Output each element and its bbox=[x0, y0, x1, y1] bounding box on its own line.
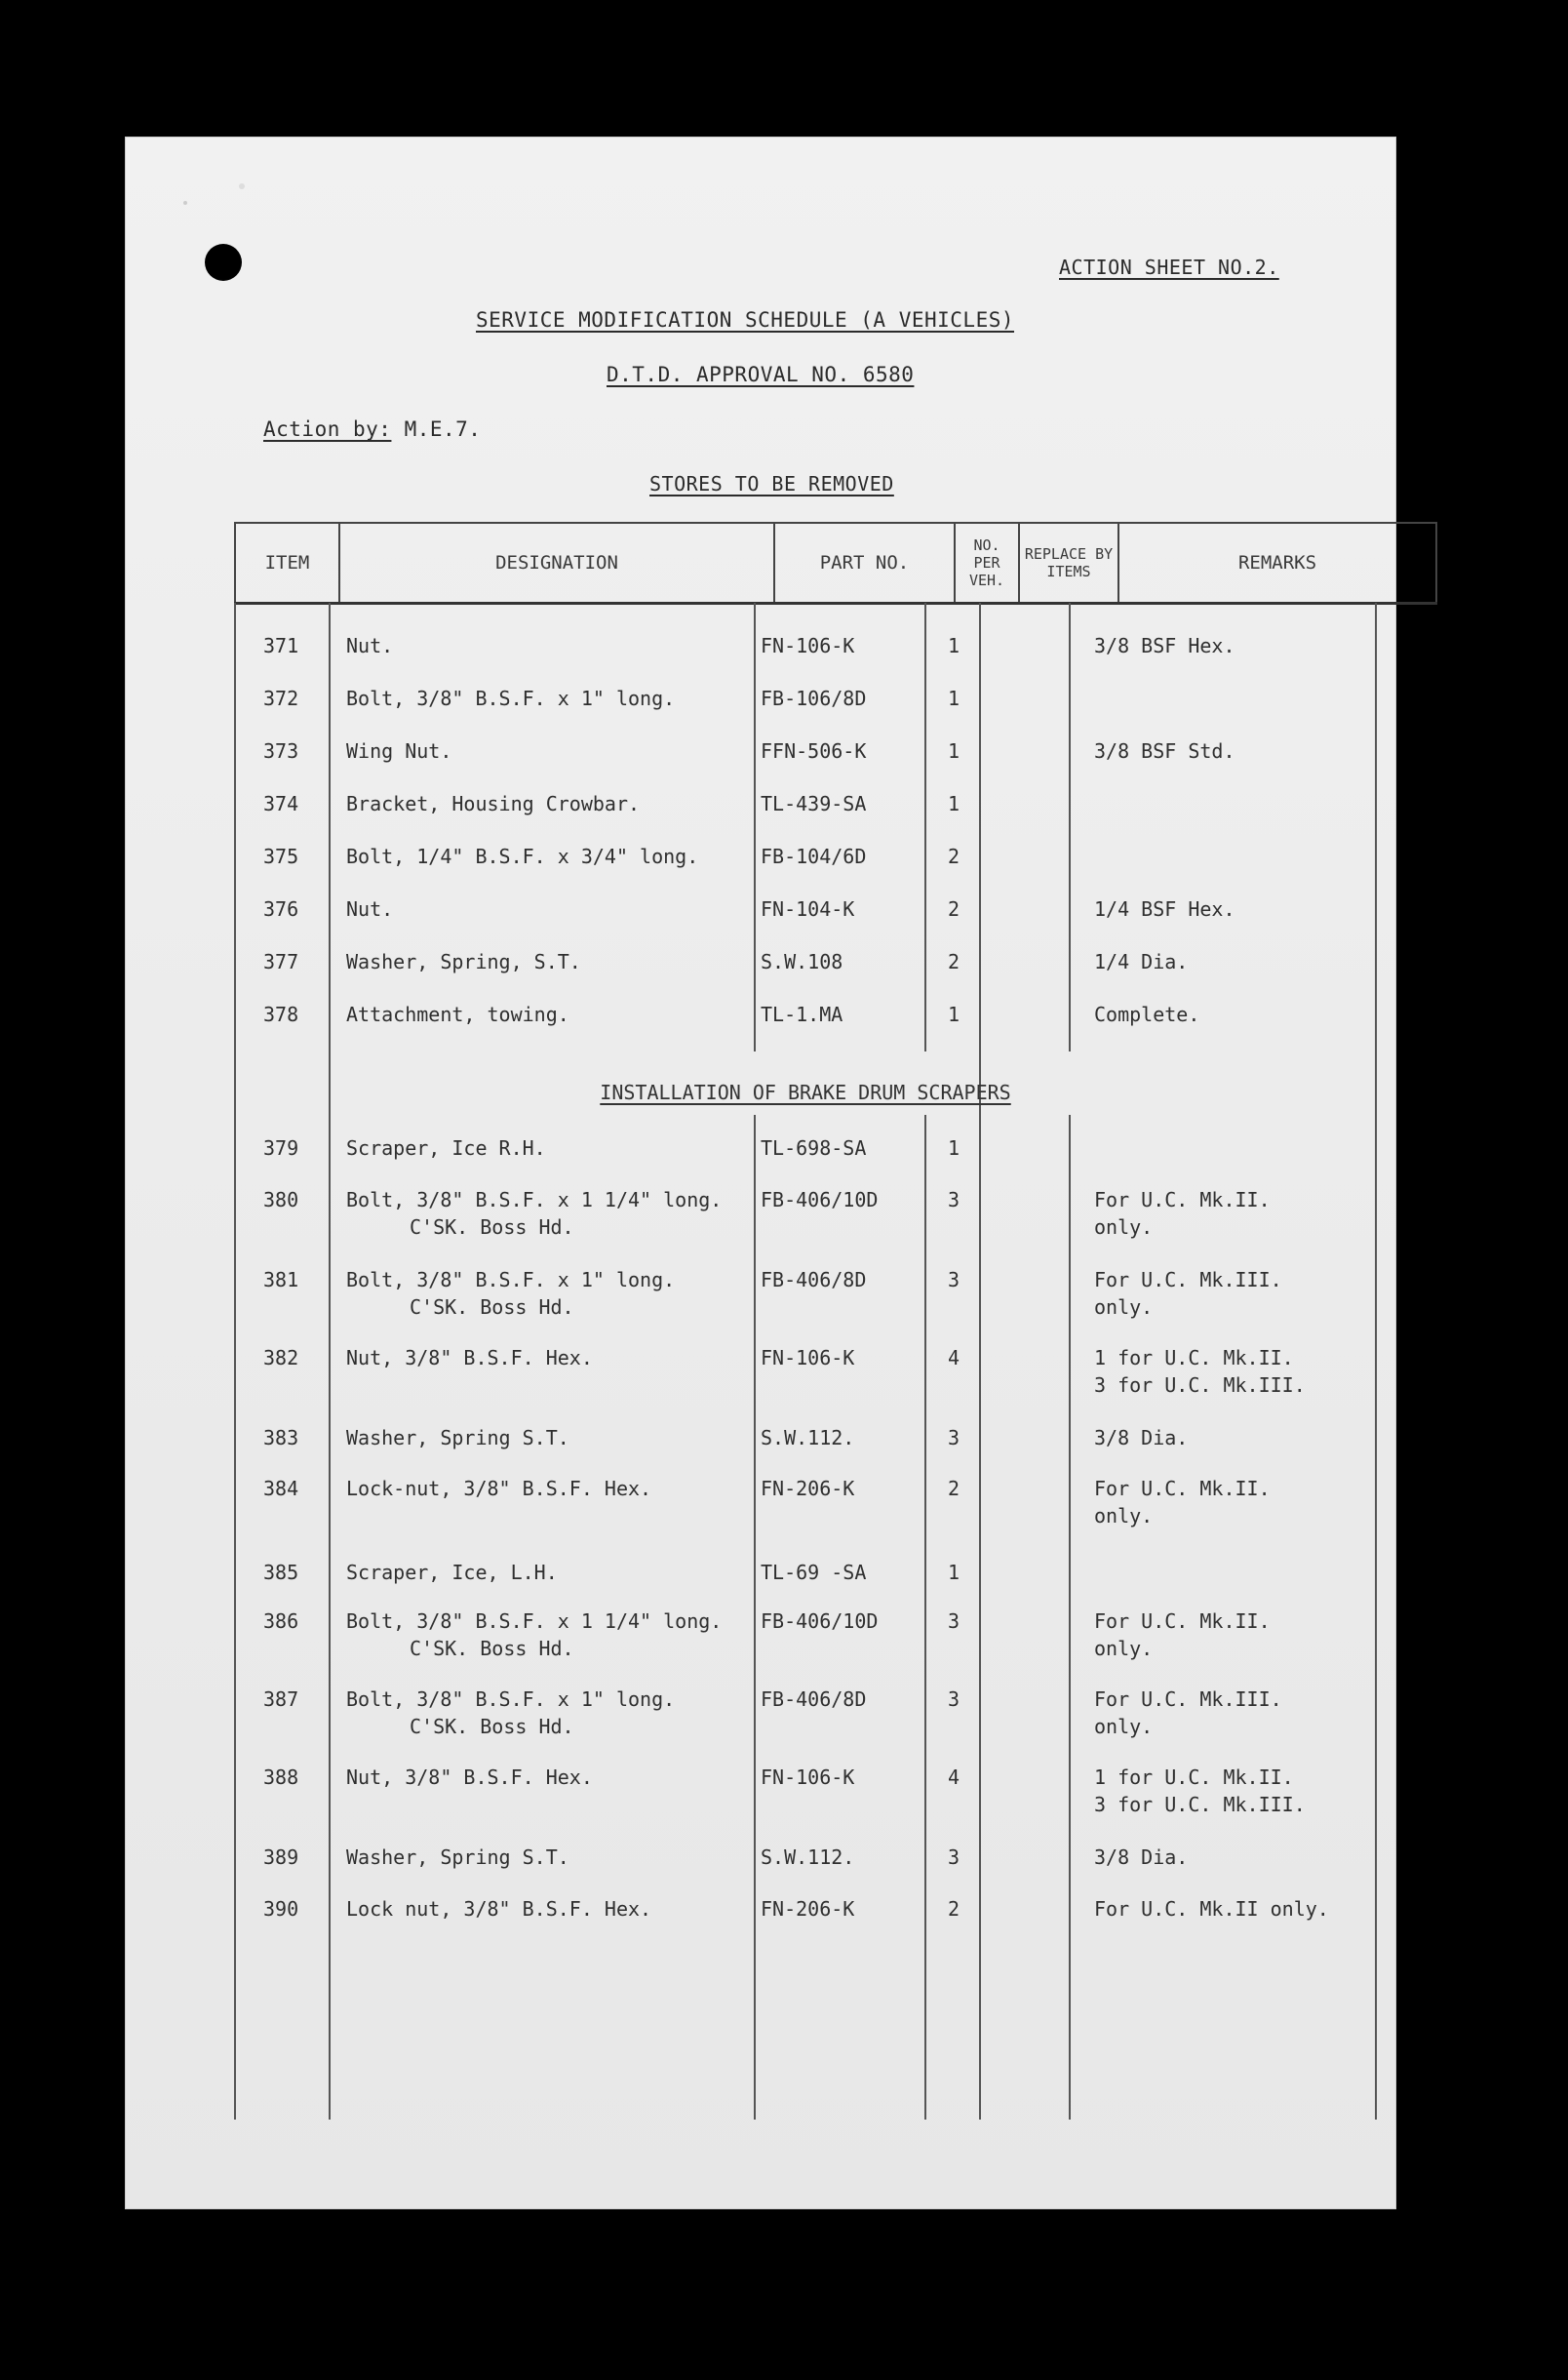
item-cell: 385 bbox=[263, 1561, 299, 1584]
remarks-cell: For U.C. Mk.II only. bbox=[1094, 1897, 1329, 1921]
col-remarks: REMARKS bbox=[1118, 523, 1436, 604]
part-no-cell: FN-206-K bbox=[761, 1477, 855, 1500]
table-row bbox=[234, 1895, 1377, 1954]
remarks-cell-line2: 3 for U.C. Mk.III. bbox=[1094, 1793, 1306, 1816]
quantity-cell: 1 bbox=[948, 792, 960, 815]
remarks-cell: 1 for U.C. Mk.II. bbox=[1094, 1765, 1294, 1789]
item-cell: 380 bbox=[263, 1188, 299, 1211]
designation-cell: Bolt, 3/8" B.S.F. x 1 1/4" long. bbox=[346, 1188, 723, 1211]
part-no-cell: FB-106/8D bbox=[761, 687, 867, 710]
table-row bbox=[234, 1844, 1377, 1902]
table-row bbox=[234, 1001, 1377, 1059]
designation-cell: Lock nut, 3/8" B.S.F. Hex. bbox=[346, 1897, 652, 1921]
remarks-cell: 3/8 Dia. bbox=[1094, 1845, 1189, 1869]
stores-table bbox=[234, 522, 1437, 605]
action-by-label: Action by: bbox=[263, 417, 392, 441]
col-no-per-veh: NO. PER VEH. bbox=[955, 523, 1019, 604]
remarks-cell: For U.C. Mk.III. bbox=[1094, 1687, 1282, 1711]
designation-cell: Bolt, 3/8" B.S.F. x 1" long. bbox=[346, 687, 676, 710]
quantity-cell: 1 bbox=[948, 1003, 960, 1026]
table-row bbox=[234, 1344, 1377, 1403]
item-cell: 390 bbox=[263, 1897, 299, 1921]
part-no-cell: TL-698-SA bbox=[761, 1136, 867, 1160]
quantity-cell: 1 bbox=[948, 739, 960, 763]
item-cell: 371 bbox=[263, 634, 299, 657]
table-body bbox=[234, 603, 1377, 2120]
remarks-cell: 1/4 Dia. bbox=[1094, 950, 1189, 973]
quantity-cell: 2 bbox=[948, 897, 960, 921]
action-by bbox=[263, 417, 481, 441]
designation-cell: Wing Nut. bbox=[346, 739, 452, 763]
part-no-cell: FN-106-K bbox=[761, 1765, 855, 1789]
approval-number: D.T.D. APPROVAL NO. 6580 bbox=[607, 363, 915, 386]
item-cell: 381 bbox=[263, 1268, 299, 1291]
designation-cell: Bolt, 3/8" B.S.F. x 1" long. bbox=[346, 1687, 676, 1711]
part-no-cell: FB-406/10D bbox=[761, 1188, 879, 1211]
section-title: STORES TO BE REMOVED bbox=[649, 472, 894, 496]
remarks-cell: For U.C. Mk.III. bbox=[1094, 1268, 1282, 1291]
designation-cell: Bracket, Housing Crowbar. bbox=[346, 792, 641, 815]
quantity-cell: 1 bbox=[948, 687, 960, 710]
table-row bbox=[234, 737, 1377, 796]
table-row bbox=[234, 1134, 1377, 1193]
item-cell: 387 bbox=[263, 1687, 299, 1711]
part-no-cell: FFN-506-K bbox=[761, 739, 867, 763]
quantity-cell: 3 bbox=[948, 1687, 960, 1711]
designation-cell-line2: C'SK. Boss Hd. bbox=[410, 1215, 574, 1239]
quantity-cell: 1 bbox=[948, 634, 960, 657]
table-row bbox=[234, 948, 1377, 1007]
table-row bbox=[234, 685, 1377, 743]
quantity-cell: 2 bbox=[948, 1477, 960, 1500]
quantity-cell: 1 bbox=[948, 1561, 960, 1584]
part-no-cell: FB-104/6D bbox=[761, 845, 867, 868]
table-row bbox=[234, 790, 1377, 849]
remarks-cell-line2: only. bbox=[1094, 1215, 1154, 1239]
part-no-cell: FN-104-K bbox=[761, 897, 855, 921]
designation-cell: Washer, Spring S.T. bbox=[346, 1426, 569, 1449]
speck bbox=[239, 183, 245, 189]
table-row bbox=[234, 895, 1377, 954]
quantity-cell: 2 bbox=[948, 1897, 960, 1921]
table-row bbox=[234, 1764, 1377, 1822]
part-no-cell: S.W.112. bbox=[761, 1845, 855, 1869]
table-row bbox=[234, 1186, 1377, 1245]
quantity-cell: 3 bbox=[948, 1268, 960, 1291]
designation-cell: Nut, 3/8" B.S.F. Hex. bbox=[346, 1346, 593, 1369]
quantity-cell: 4 bbox=[948, 1765, 960, 1789]
action-by-value: M.E.7. bbox=[404, 417, 482, 441]
col-item: ITEM bbox=[235, 523, 339, 604]
item-cell: 379 bbox=[263, 1136, 299, 1160]
designation-cell: Scraper, Ice, L.H. bbox=[346, 1561, 558, 1584]
part-no-cell: TL-69 -SA bbox=[761, 1561, 867, 1584]
designation-cell: Nut. bbox=[346, 897, 394, 921]
remarks-cell-line2: only. bbox=[1094, 1295, 1154, 1319]
remarks-cell-line2: only. bbox=[1094, 1715, 1154, 1738]
item-cell: 372 bbox=[263, 687, 299, 710]
table-row bbox=[234, 1266, 1377, 1325]
remarks-cell: Complete. bbox=[1094, 1003, 1200, 1026]
item-cell: 382 bbox=[263, 1346, 299, 1369]
quantity-cell: 3 bbox=[948, 1609, 960, 1633]
designation-cell: Washer, Spring S.T. bbox=[346, 1845, 569, 1869]
designation-cell: Nut, 3/8" B.S.F. Hex. bbox=[346, 1765, 593, 1789]
remarks-cell: For U.C. Mk.II. bbox=[1094, 1188, 1271, 1211]
designation-cell-line2: C'SK. Boss Hd. bbox=[410, 1715, 574, 1738]
item-cell: 378 bbox=[263, 1003, 299, 1026]
designation-cell: Bolt, 3/8" B.S.F. x 1" long. bbox=[346, 1268, 676, 1291]
part-no-cell: TL-439-SA bbox=[761, 792, 867, 815]
designation-cell: Scraper, Ice R.H. bbox=[346, 1136, 546, 1160]
section-heading: INSTALLATION OF BRAKE DRUM SCRAPERS bbox=[600, 1081, 1011, 1104]
designation-cell: Nut. bbox=[346, 634, 394, 657]
designation-cell: Bolt, 1/4" B.S.F. x 3/4" long. bbox=[346, 845, 699, 868]
item-cell: 383 bbox=[263, 1426, 299, 1449]
speck bbox=[183, 201, 187, 205]
remarks-cell: 3/8 Dia. bbox=[1094, 1426, 1189, 1449]
part-no-cell: FN-106-K bbox=[761, 634, 855, 657]
col-part-no: PART NO. bbox=[774, 523, 955, 604]
quantity-cell: 3 bbox=[948, 1426, 960, 1449]
designation-cell: Attachment, towing. bbox=[346, 1003, 569, 1026]
remarks-cell-line2: only. bbox=[1094, 1504, 1154, 1527]
schedule-title: SERVICE MODIFICATION SCHEDULE (A VEHICLES) bbox=[476, 308, 1015, 332]
col-replace-by: REPLACE BY ITEMS bbox=[1019, 523, 1118, 604]
quantity-cell: 4 bbox=[948, 1346, 960, 1369]
item-cell: 389 bbox=[263, 1845, 299, 1869]
remarks-cell: 1 for U.C. Mk.II. bbox=[1094, 1346, 1294, 1369]
table-header-row bbox=[235, 523, 1436, 604]
col-designation: DESIGNATION bbox=[339, 523, 774, 604]
designation-cell: Lock-nut, 3/8" B.S.F. Hex. bbox=[346, 1477, 652, 1500]
remarks-cell: For U.C. Mk.II. bbox=[1094, 1609, 1271, 1633]
item-cell: 375 bbox=[263, 845, 299, 868]
quantity-cell: 2 bbox=[948, 845, 960, 868]
item-cell: 388 bbox=[263, 1765, 299, 1789]
table-row bbox=[234, 1424, 1377, 1483]
designation-cell-line2: C'SK. Boss Hd. bbox=[410, 1637, 574, 1660]
quantity-cell: 3 bbox=[948, 1845, 960, 1869]
designation-cell: Washer, Spring, S.T. bbox=[346, 950, 581, 973]
item-cell: 374 bbox=[263, 792, 299, 815]
table-row bbox=[234, 632, 1377, 691]
item-cell: 376 bbox=[263, 897, 299, 921]
remarks-cell: 1/4 BSF Hex. bbox=[1094, 897, 1235, 921]
action-sheet-number: ACTION SHEET NO.2. bbox=[1059, 256, 1279, 279]
part-no-cell: FB-406/8D bbox=[761, 1687, 867, 1711]
part-no-cell: FB-406/8D bbox=[761, 1268, 867, 1291]
designation-cell-line2: C'SK. Boss Hd. bbox=[410, 1295, 574, 1319]
remarks-cell-line2: only. bbox=[1094, 1637, 1154, 1660]
part-no-cell: FN-106-K bbox=[761, 1346, 855, 1369]
quantity-cell: 2 bbox=[948, 950, 960, 973]
remarks-cell-line2: 3 for U.C. Mk.III. bbox=[1094, 1373, 1306, 1397]
table-row bbox=[234, 843, 1377, 901]
part-no-cell: TL-1.MA bbox=[761, 1003, 843, 1026]
part-no-cell: FB-406/10D bbox=[761, 1609, 879, 1633]
remarks-cell: For U.C. Mk.II. bbox=[1094, 1477, 1271, 1500]
part-no-cell: S.W.108 bbox=[761, 950, 843, 973]
item-cell: 377 bbox=[263, 950, 299, 973]
remarks-cell: 3/8 BSF Hex. bbox=[1094, 634, 1235, 657]
quantity-cell: 3 bbox=[948, 1188, 960, 1211]
item-cell: 384 bbox=[263, 1477, 299, 1500]
punch-hole bbox=[205, 244, 242, 281]
part-no-cell: FN-206-K bbox=[761, 1897, 855, 1921]
designation-cell: Bolt, 3/8" B.S.F. x 1 1/4" long. bbox=[346, 1609, 723, 1633]
remarks-cell: 3/8 BSF Std. bbox=[1094, 739, 1235, 763]
item-cell: 373 bbox=[263, 739, 299, 763]
table-row bbox=[234, 1475, 1377, 1533]
table-row bbox=[234, 1607, 1377, 1666]
part-no-cell: S.W.112. bbox=[761, 1426, 855, 1449]
item-cell: 386 bbox=[263, 1609, 299, 1633]
table-row bbox=[234, 1686, 1377, 1744]
quantity-cell: 1 bbox=[948, 1136, 960, 1160]
